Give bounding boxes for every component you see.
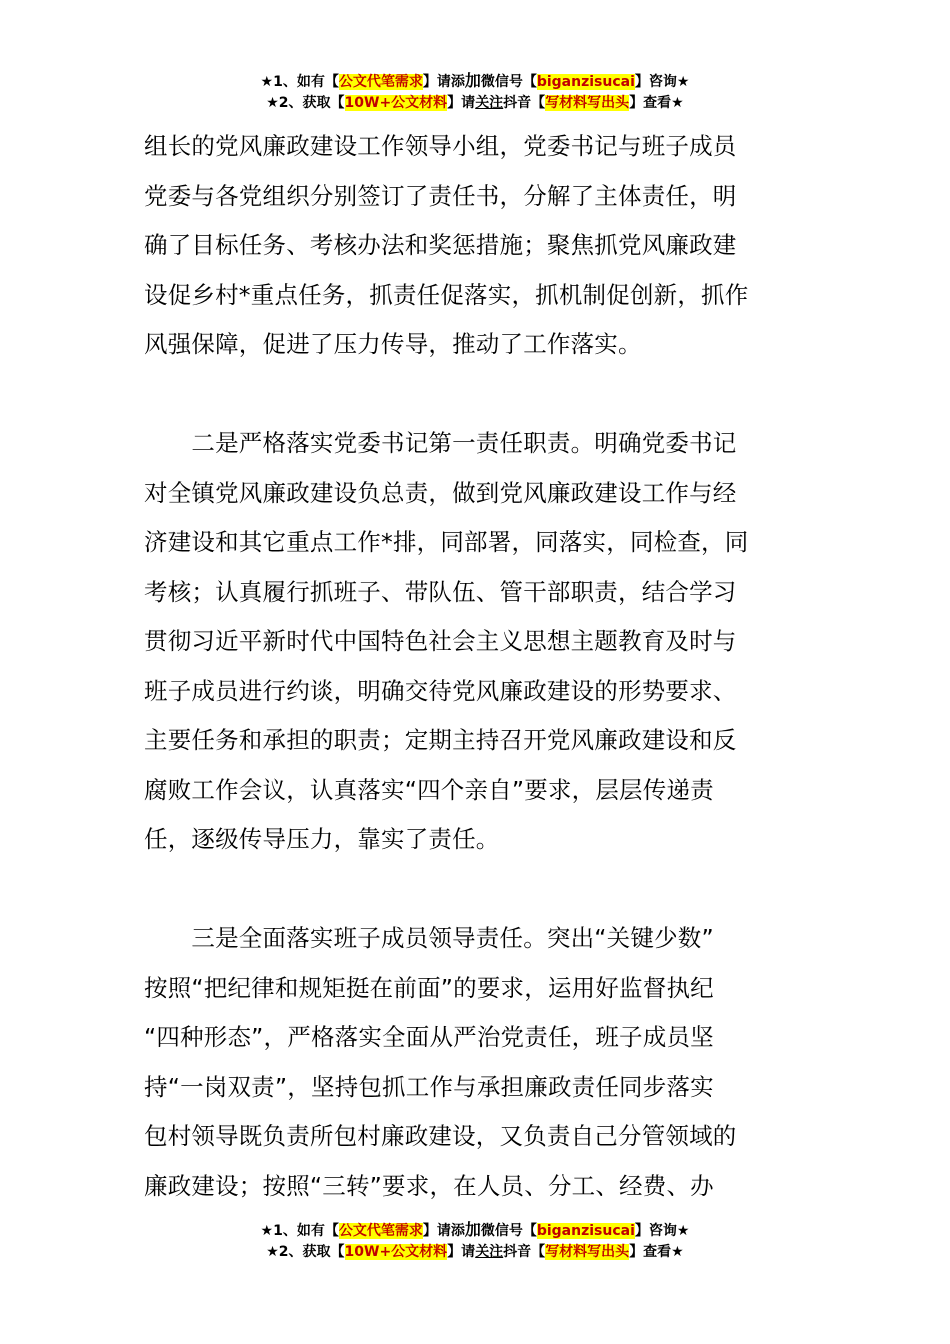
header-banner	[0, 70, 950, 114]
banner-text: 抖音【	[503, 1244, 546, 1260]
paragraph-1	[144, 122, 824, 370]
banner-text: 】请添	[422, 74, 465, 90]
banner-line-2	[0, 1241, 950, 1263]
footer-banner	[0, 1219, 950, 1263]
banner-text: 加	[464, 71, 481, 90]
banner-text: 抖音【	[503, 95, 546, 111]
text-line: 风强保障，促进了压力传导，推动了工作落实。	[144, 330, 642, 358]
text-line: 持“一岗双责”，坚持包抓工作与承担廉政责任同步落实	[144, 1072, 714, 1101]
text-line: 三是全面落实班子成员领导责任。突出“关键少数”	[144, 924, 714, 952]
banner-line-2	[0, 92, 950, 114]
text-line: 二是严格落实党委书记第一责任职责。明确党委书记	[144, 429, 737, 457]
text-line: 包村领导既负责所包村廉政建设，又负责自己分管领域的	[144, 1122, 737, 1150]
paragraph-2	[144, 419, 824, 865]
banner-text: 】查看★	[629, 95, 684, 111]
banner-follow-text: 关注	[475, 1244, 504, 1260]
banner-text: 】请添	[422, 1223, 465, 1239]
highlight-wechat-id: biganzisucai	[536, 74, 635, 90]
text-line: 主要任务和承担的职责；定期主持召开党风廉政建设和反	[144, 726, 737, 754]
banner-text: 】请	[447, 1244, 476, 1260]
banner-text: 微信号【	[480, 1223, 537, 1239]
banner-text: 加	[464, 1220, 481, 1239]
text-line: 考核；认真履行抓班子、带队伍、管干部职责，结合学习	[144, 577, 737, 606]
text-line: 设促乡村*重点任务，抓责任促落实，抓机制促创新，抓作	[144, 280, 749, 309]
banner-text: ★2、获取【	[266, 95, 345, 111]
text-line: 任，逐级传导压力，靠实了责任。	[144, 825, 500, 853]
highlight-wechat-id: biganzisucai	[536, 1223, 635, 1239]
banner-follow-text: 关注	[475, 95, 504, 111]
banner-text: 】咨询★	[634, 74, 690, 90]
text-line: “四种形态”，严格落实全面从严治党责任，班子成员坚	[144, 1023, 714, 1051]
paragraph-gap	[144, 865, 824, 915]
highlight-materials: 10W+公文材料	[344, 1244, 448, 1260]
banner-text: ★1、如有【	[260, 74, 339, 90]
highlight-service: 公文代笔需求	[338, 74, 423, 90]
text-line: 党委与各党组织分别签订了责任书，分解了主体责任，明	[144, 181, 737, 210]
banner-text: 】请	[447, 95, 476, 111]
text-line: 确了目标任务、考核办法和奖惩措施；聚焦抓党风廉政建	[144, 231, 737, 259]
highlight-douyin: 写材料写出头	[545, 95, 630, 111]
text-line: 贯彻习近平新时代中国特色社会主义思想主题教育及时与	[144, 627, 737, 655]
highlight-materials: 10W+公文材料	[344, 95, 448, 111]
paragraph-gap	[144, 370, 824, 420]
banner-text: ★1、如有【	[260, 1223, 339, 1239]
text-line: 腐败工作会议，认真落实“四个亲自”要求，层层传递责	[144, 775, 714, 804]
highlight-douyin: 写材料写出头	[545, 1244, 630, 1260]
text-line: 班子成员进行约谈，明确交待党风廉政建设的形势要求、	[144, 676, 737, 705]
paragraph-3	[144, 914, 824, 1211]
text-line: 按照“把纪律和规矩挺在前面”的要求，运用好监督执纪	[144, 973, 714, 1002]
banner-text: 】咨询★	[634, 1223, 690, 1239]
highlight-service: 公文代笔需求	[338, 1223, 423, 1239]
banner-text: ★2、获取【	[266, 1244, 345, 1260]
text-line: 组长的党风廉政建设工作领导小组，党委书记与班子成员	[144, 132, 737, 160]
text-line: 对全镇党风廉政建设负总责，做到党风廉政建设工作与经	[144, 478, 737, 507]
document-body	[144, 122, 824, 1211]
banner-text: 微信号【	[480, 74, 537, 90]
banner-text: 】查看★	[629, 1244, 684, 1260]
text-line: 济建设和其它重点工作*排，同部署，同落实，同检查，同	[144, 528, 749, 556]
text-line: 廉政建设；按照“三转”要求，在人员、分工、经费、办	[144, 1171, 714, 1200]
banner-line-1	[0, 70, 950, 92]
banner-line-1	[0, 1219, 950, 1241]
